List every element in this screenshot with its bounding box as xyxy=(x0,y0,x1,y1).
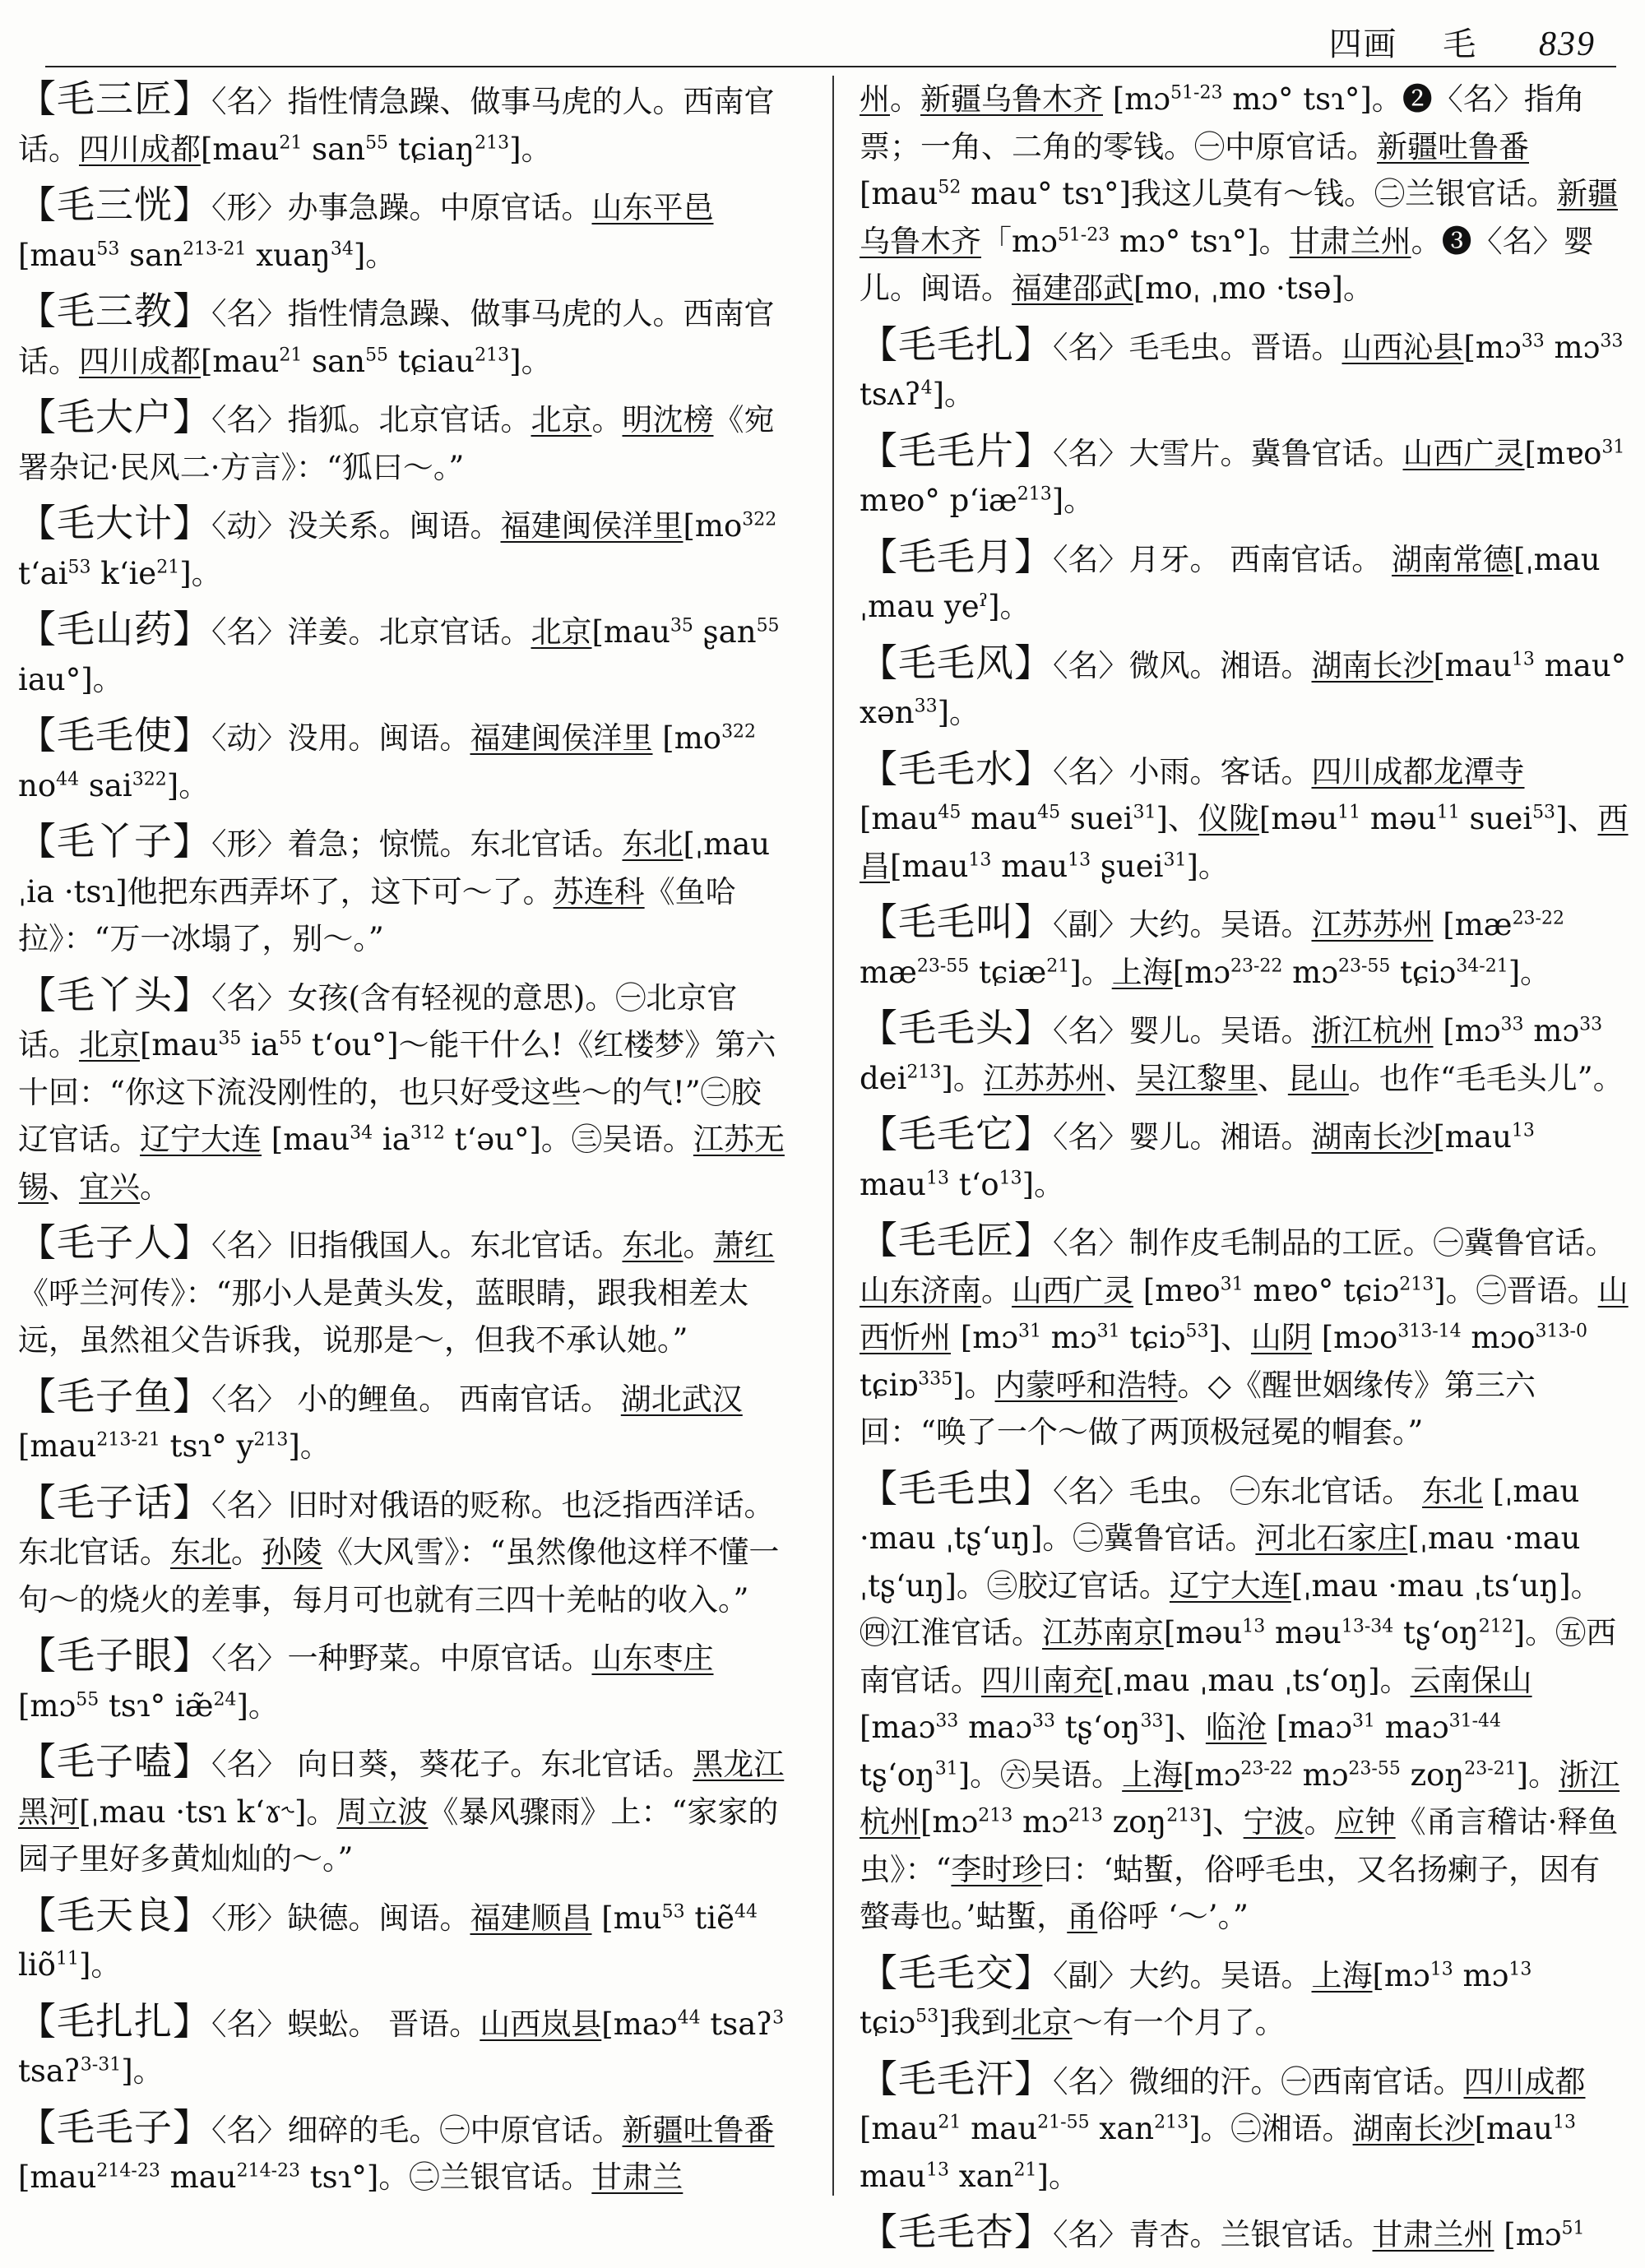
entry-body: 〈副〉大约。吴语。江苏苏州 [$mæ^{23-22}$ $mæ^{23-55}$ tɕiæ$^{21}$]。上海[mɔ$^{23-22}$ mɔ$^{23-55}$ tɕiɔ$^{34-21}$]。 xyxy=(860,907,1564,990)
entry-headword: 【毛毛匠】 xyxy=(860,1218,1053,1262)
entry-headword: 【毛毛虫】 xyxy=(860,1465,1053,1511)
dictionary-entry xyxy=(860,428,1629,525)
entry-body: 〈名〉 小的鲤鱼。 西南官话。 湖北武汉[mau$^{213-21}$ tsɿ° $y^{213}$]。 xyxy=(18,1381,743,1464)
entry-headword: 【毛三恍】 xyxy=(18,183,211,227)
dictionary-entry xyxy=(860,1005,1629,1102)
entry-body: 〈名〉细碎的毛。㊀中原官话。新疆吐鲁番[mau$^{214-23}$ mau$^{214-23}$ tsɿ°]。㊁兰银官话。甘肃兰 xyxy=(18,2112,775,2195)
entry-headword: 【毛毛使】 xyxy=(18,713,211,757)
entry-body: 〈名〉旧时对俄语的贬称。也泛指西洋话。东北官话。东北。孙陵《大风雪》：“虽然像他这样不懂一句～的烧火的差事，每月可也就有三四十羌帖的收入。” xyxy=(18,1487,780,1618)
entry-body: 〈形〉缺德。闽语。福建顺昌 [$mu^{53}$ tiẽ$^{44}$ liõ$^{11}$]。 xyxy=(18,1900,758,1983)
entry-headword: 【毛三教】 xyxy=(18,289,211,333)
entry-headword: 【毛子鱼】 xyxy=(18,1373,211,1419)
dictionary-entry xyxy=(860,899,1629,996)
entry-body: 〈名〉微细的汗。㊀西南官话。四川成都[mau$^{21}$ mau$^{21-55}$ xan$^{213}$]。㊁湘语。湖南长沙[mau$^{13}$ mau$^{13}$ xan$^{21}$]。 xyxy=(860,2063,1586,2194)
entry-headword: 【毛毛子】 xyxy=(18,2104,211,2150)
dictionary-entry xyxy=(860,1111,1629,1208)
entry-body: 〈名〉婴儿。吴语。浙江杭州 [mɔ$^{33}$ mɔ$^{33}$ dei$^{213}$]。江苏苏州、吴江黎里、昆山。也作“毛毛头儿”。 xyxy=(860,1013,1624,1096)
entry-body: 〈动〉没关系。闽语。福建闽侯洋里[$mo^{322}$ $t‘ai^{53}$ $k‘ie^{21}$]。 xyxy=(18,508,777,591)
dictionary-entry xyxy=(860,2209,1629,2259)
dictionary-entry xyxy=(18,818,787,963)
dictionary-entry xyxy=(18,182,787,279)
dictionary-entry xyxy=(18,1479,787,1624)
dictionary-entry xyxy=(860,2056,1629,2201)
entry-headword: 【毛子眼】 xyxy=(18,1633,211,1678)
dictionary-entry xyxy=(860,1950,1629,2047)
entry-body: 〈名〉婴儿。湘语。湖南长沙[mau$^{13}$ mau$^{13}$ $t‘o^{13}$]。 xyxy=(860,1119,1535,1202)
entry-headword: 【毛丫头】 xyxy=(18,972,211,1017)
entry-headword: 【毛子嗑】 xyxy=(18,1739,211,1784)
entry-body: 〈名〉旧指俄国人。东北官话。东北。萧红《呼兰河传》：“那小人是黄头发，蓝眼睛，跟我相差太远，虽然祖父告诉我，说那是～，但我不承认她。” xyxy=(18,1228,775,1358)
entry-body: 〈名〉大雪片。冀鲁官话。山西广灵[mɐo$^{31}$ mɐo° $p‘iæ^{213}$]。 xyxy=(860,435,1625,518)
entry-body: 〈名〉微风。湘语。湖南长沙[mau$^{13}$ mau° xən$^{33}$]。 xyxy=(860,647,1627,730)
entry-headword: 【毛三匠】 xyxy=(18,76,211,121)
entry-headword: 【毛子话】 xyxy=(18,1479,211,1525)
entry-body: 〈名〉指狐。北京官话。北京。明沈榜《宛署杂记·民风二·方言》：“狐曰～。” xyxy=(18,402,775,485)
entry-headword: 【毛毛头】 xyxy=(860,1006,1053,1050)
entry-headword: 【毛毛它】 xyxy=(860,1112,1053,1156)
entry-body: 〈名〉一种野菜。中原官话。山东枣庄 [mɔ$^{55}$ tsɿ° iæ̃$^{24}$]。 xyxy=(18,1641,714,1724)
entry-headword: 【毛毛汗】 xyxy=(860,2056,1053,2101)
left-column xyxy=(18,76,787,2210)
entry-body: 〈名〉 向日葵，葵花子。东北官话。黑龙江黑河[ˌmau ·tsɿ k‘ɤ˞]。周立波《暴风骤雨》上：“家家的园子里好多黄灿灿的～。” xyxy=(18,1747,785,1877)
entry-body: 〈名〉蜈蚣。 晋语。山西岚县[maɔ$^{44}$ tsaʔ$^3$ tsaʔ$^{3-31}$]。 xyxy=(18,2006,785,2089)
dictionary-entry xyxy=(18,500,787,597)
entry-headword: 【毛毛杏】 xyxy=(860,2210,1053,2254)
dictionary-entry xyxy=(18,394,787,491)
dictionary-entry xyxy=(18,288,787,385)
section-label: 四画 xyxy=(1328,25,1398,63)
dictionary-entry xyxy=(18,1220,787,1364)
dictionary-entry xyxy=(18,1892,787,1989)
entry-body: 〈形〉办事急躁。中原官话。山东平邑[mau$^{53}$ san$^{213-21}$ xuaŋ$^{34}$]。 xyxy=(18,190,714,273)
entry-body: 〈名〉指性情急躁、做事马虎的人。西南官话。四川成都[mau$^{21}$ san$^{55}$ tɕiaŋ$^{213}$]。 xyxy=(18,84,775,167)
entry-headword: 【毛天良】 xyxy=(18,1892,211,1937)
dictionary-entry xyxy=(860,534,1629,631)
entry-headword: 【毛毛叫】 xyxy=(860,900,1053,944)
dictionary-entry xyxy=(860,76,1629,312)
entry-headword: 【毛大计】 xyxy=(18,501,211,545)
dictionary-entry xyxy=(18,1738,787,1883)
dictionary-entry xyxy=(18,2104,787,2201)
right-column xyxy=(860,76,1629,2268)
entry-headword: 【毛毛风】 xyxy=(860,640,1053,685)
dictionary-entry xyxy=(860,746,1629,891)
dictionary-entry xyxy=(860,322,1629,419)
entry-body: 〈名〉毛毛虫。晋语。山西沁县[mɔ$^{33}$ mɔ$^{33}$ tsʌʔ$^4$]。 xyxy=(860,329,1624,412)
entry-headword: 【毛子人】 xyxy=(18,1220,211,1265)
dictionary-entry xyxy=(860,640,1629,737)
entry-headword: 【毛毛交】 xyxy=(860,1950,1053,1995)
dictionary-entry xyxy=(18,606,787,703)
dictionary-entry xyxy=(18,76,787,173)
entry-headword: 【毛毛水】 xyxy=(860,746,1053,791)
entry-body: 州。新疆乌鲁木齐 [mɔ$^{51-23}$ mɔ° tsɿ°]。❷〈名〉指角票；一角、二角的零钱。㊀中原官话。新疆吐鲁番[mau$^{52}$ mau° tsɿ°]我这儿莫有～钱。㊁兰银官话。新疆乌鲁木齐「mɔ$^{51-23}$ mɔ° tsɿ°]。甘肃兰州。❸〈名〉婴儿。闽语。福建邵武[moˌ ˌmo ·tsə]。 xyxy=(860,81,1618,306)
dictionary-entry xyxy=(860,1465,1629,1941)
entry-body: 〈名〉指性情急躁、做事马虎的人。西南官话。四川成都[mau$^{21}$ san$^{55}$ tɕiau$^{213}$]。 xyxy=(18,296,775,379)
dictionary-entry xyxy=(18,1373,787,1470)
entry-body: 〈名〉洋姜。北京官话。北京[mau$^{35}$ ʂan$^{55}$ iau°]。 xyxy=(18,614,780,697)
dictionary-entry xyxy=(18,972,787,1211)
dictionary-entry xyxy=(860,1217,1629,1456)
column-divider xyxy=(832,76,834,2196)
entry-headword: 【毛毛月】 xyxy=(860,534,1053,579)
entry-body: 〈名〉制作皮毛制品的工匠。㊀冀鲁官话。山东济南。山西广灵 [mɐo$^{31}$ mɐo° tɕiɔ$^{213}$]。㊁晋语。山西忻州 [mɔ$^{31}$ mɔ$^{31}$ tɕiɔ$^{53}$]、山阴 [mɔo$^{313-14}$ mɔo$^{313-0}$ tɕiɒ$^{335}$]。内蒙呼和浩特。◇《醒世姻缘传》第三六回：“唤了一个～做了两顶极冠冕的帽套。” xyxy=(860,1225,1629,1450)
dictionary-entry xyxy=(18,1632,787,1729)
entry-body: 〈副〉大约。吴语。上海[mɔ$^{13}$ mɔ$^{13}$ tɕiɔ$^{53}$]我到北京～有一个月了。 xyxy=(860,1957,1532,2040)
entry-body: 〈名〉小雨。客话。四川成都龙潭寺 [mau$^{45}$ mau$^{45}$ suei$^{31}$]、仪陇[məu$^{11}$ məu$^{11}$ suei$^{53}$]、西昌[mau$^{13}$ mau$^{13}$ ʂuei$^{31}$]。 xyxy=(860,753,1629,884)
page-header xyxy=(1329,18,1596,65)
entry-body: 〈动〉没用。闽语。福建闽侯洋里 [$mo^{322}$ $no^{44}$ sai$^{322}$]。 xyxy=(18,720,757,803)
entry-headword: 【毛扎扎】 xyxy=(18,1998,211,2044)
radical-char: 毛 xyxy=(1443,25,1478,63)
entry-body: 〈形〉着急；惊慌。东北官话。东北[ˌmau ˌia ·tsɿ]他把东西弄坏了，这下可～了。苏连科《鱼哈拉》：“万一冰塌了，别～。” xyxy=(18,826,771,956)
entry-headword: 【毛毛片】 xyxy=(860,428,1053,473)
entry-headword: 【毛丫子】 xyxy=(18,819,211,863)
header-rule xyxy=(45,66,1616,67)
entry-headword: 【毛山药】 xyxy=(18,607,211,651)
entry-body: 〈名〉月牙。 西南官话。 湖南常德[ˌmau ˌmau yeˀ]。 xyxy=(860,541,1601,624)
page-number: 839 xyxy=(1539,25,1596,63)
entry-body: 〈名〉女孩(含有轻视的意思)。㊀北京官话。北京[mau$^{35}$ $ia^{55}$ t‘ou°]～能干什么!《红楼梦》第六十回：“你这下流没刚性的，也只好受这些～的气!”㊁胶辽官话。辽宁大连 [mau$^{34}$ $ia^{312}$ t‘əu°]。㊂吴语。江苏无锡、宜兴。 xyxy=(18,979,785,1205)
dictionary-entry xyxy=(18,712,787,809)
entry-body: 〈名〉青杏。兰银官话。甘肃兰州 [mɔ$^{51}$ xyxy=(1053,2217,1585,2252)
dictionary-entry xyxy=(18,1998,787,2095)
entry-body: 〈名〉毛虫。 ㊀东北官话。 东北 [ˌmau ·mau ˌtʂ‘uŋ]。㊁冀鲁官话。河北石家庄[ˌmau ·mau ˌtʂ‘uŋ]。㊂胶辽官话。辽宁大连[ˌmau ·mau ˌts‘uŋ]。㊃江淮官话。江苏南京[məu$^{13}$ məu$^{13-34}$ $tʂ‘oŋ^{212}$]。㊄西南官话。四川南充[ˌmau ˌmau ˌts‘oŋ]。云南保山[maɔ$^{33}$ maɔ$^{33}$ $tʂ‘oŋ^{33}$]、临沧 [maɔ$^{31}$ maɔ$^{31-44}$ $tʂ‘oŋ^{31}$]。㊅吴语。上海[mɔ$^{23-22}$ mɔ$^{23-55}$ zoŋ$^{23-21}$]。浙江杭州[mɔ$^{213}$ mɔ$^{213}$ zoŋ$^{213}$]、宁波。应钟《甬言稽诂·释鱼虫》：“李时珍曰：‘蛄蟴，俗呼毛虫，又名扬瘌子，因有螫毒也。’蛄蟴，甬俗呼 ‘～’。” xyxy=(860,1473,1620,1934)
entry-headword: 【毛毛扎】 xyxy=(860,322,1053,367)
entry-headword: 【毛大户】 xyxy=(18,395,211,439)
